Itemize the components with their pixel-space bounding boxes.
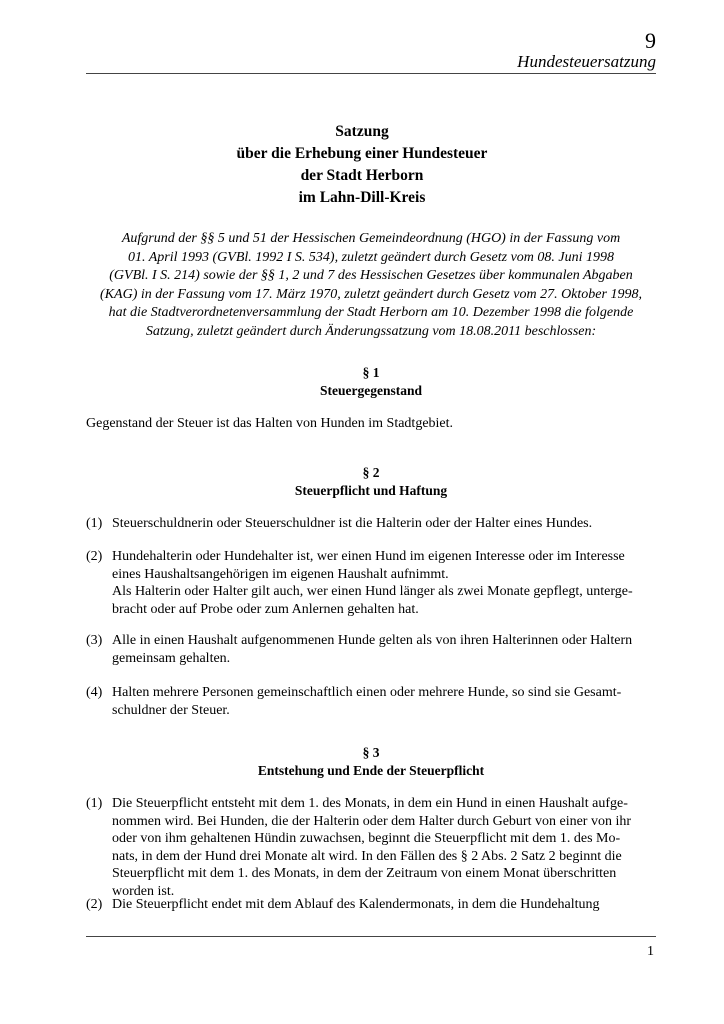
title-line: Satzung bbox=[335, 123, 389, 140]
section-2-heading bbox=[86, 464, 656, 500]
header-rule bbox=[86, 73, 656, 74]
item-line: schuldner der Steuer. bbox=[112, 702, 230, 718]
item-number: (2) bbox=[86, 897, 103, 912]
item-line: nats, in dem der Hund drei Monate alt wird. In den Fällen des § 2 Abs. 2 Satz 2 beginnt die bbox=[112, 848, 622, 864]
section-number: § 1 bbox=[362, 365, 380, 380]
item-line: gemeinsam gehalten. bbox=[112, 650, 231, 666]
section-heading: Entstehung und Ende der Steuerpflicht bbox=[257, 763, 485, 778]
section-heading: Steuergegenstand bbox=[320, 383, 422, 398]
section-3-item-2 bbox=[86, 896, 664, 914]
section-3-heading bbox=[86, 744, 656, 780]
running-title: Hundesteuersatzung bbox=[517, 52, 656, 71]
page-number-top: 9 bbox=[645, 28, 656, 53]
item-line: Halten mehrere Personen gemeinschaftlich einen oder mehrere Hunde, so sind sie Gesamt- bbox=[112, 685, 622, 700]
title-line: der Stadt Herborn bbox=[300, 167, 424, 184]
item-line: Hundehalterin oder Hundehalter ist, wer einen Hund im eigenen Interesse oder im Interesse bbox=[112, 549, 625, 564]
title-line: im Lahn-Dill-Kreis bbox=[298, 189, 426, 206]
item-line: bracht oder auf Probe oder zum Anlernen gehalten hat. bbox=[112, 601, 419, 617]
item-line: Steuerschuldnerin oder Steuerschuldner ist die Halterin oder der Halter eines Hundes. bbox=[112, 516, 593, 531]
section-2-item-4 bbox=[86, 684, 664, 719]
item-number: (3) bbox=[86, 633, 103, 648]
item-number: (2) bbox=[86, 549, 103, 564]
item-line: Die Steuerpflicht entsteht mit dem 1. des Monats, in dem ein Hund in einen Haushalt aufge- bbox=[112, 796, 628, 811]
document-title bbox=[0, 121, 724, 209]
item-number: (1) bbox=[86, 796, 103, 811]
page-number-bottom: 1 bbox=[647, 944, 654, 959]
item-line: Steuerpflicht mit dem 1. des Monats, in dem der Zeitraum von einem Monat überschritten bbox=[112, 866, 617, 882]
section-1-text: Gegenstand der Steuer ist das Halten von Hunden im Stadtgebiet. bbox=[86, 416, 454, 431]
section-2-item-2 bbox=[86, 548, 664, 618]
item-line: eines Haushaltsangehörigen im eigenen Haushalt aufnimmt. bbox=[112, 566, 449, 582]
preamble-line: Aufgrund der §§ 5 und 51 der Hessischen Gemeindeordnung (HGO) in der Fassung vom bbox=[121, 231, 621, 246]
preamble-line: (KAG) in der Fassung vom 17. März 1970, zuletzt geändert durch Gesetz vom 27. Oktober 1998, bbox=[100, 286, 642, 302]
preamble-line: hat die Stadtverordnetenversammlung der Stadt Herborn am 10. Dezember 1998 die folgende bbox=[108, 305, 634, 321]
item-line: Als Halterin oder Halter gilt auch, wer einen Hund länger als zwei Monate gepflegt, unterge- bbox=[112, 584, 633, 600]
preamble-line: 01. April 1993 (GVBl. 1992 I S. 534), zuletzt geändert durch Gesetz vom 08. Juni 1998 bbox=[127, 249, 615, 265]
footer-rule bbox=[86, 936, 656, 937]
preamble-line: (GVBl. I S. 214) sowie der §§ 1, 2 und 7 des Hessischen Gesetzes über kommunalen Abgaben bbox=[109, 268, 633, 284]
section-2-item-3 bbox=[86, 632, 664, 667]
item-line: nommen wird. Bei Hunden, die der Halterin oder dem Halter durch Geburt von einer von ihr bbox=[112, 813, 632, 829]
item-number: (1) bbox=[86, 516, 103, 531]
preamble bbox=[86, 230, 656, 342]
item-line: Alle in einen Haushalt aufgenommenen Hunde gelten als von ihren Halterinnen oder Haltern bbox=[112, 633, 633, 648]
section-1-heading bbox=[86, 364, 656, 400]
section-heading: Steuerpflicht und Haftung bbox=[294, 483, 448, 498]
section-2-item-1 bbox=[86, 515, 664, 533]
section-3-item-1 bbox=[86, 795, 664, 901]
title-line: über die Erhebung einer Hundesteuer bbox=[236, 145, 488, 162]
preamble-line: Satzung, zuletzt geändert durch Änderungssatzung vom 18.08.2011 beschlossen: bbox=[145, 323, 597, 339]
item-number: (4) bbox=[86, 685, 103, 700]
item-line: worden ist. bbox=[112, 883, 175, 899]
section-number: § 2 bbox=[362, 465, 380, 480]
section-number: § 3 bbox=[362, 745, 380, 760]
item-line: Die Steuerpflicht endet mit dem Ablauf des Kalendermonats, in dem die Hundehaltung bbox=[112, 897, 600, 912]
item-line: oder von ihm gehaltenen Hündin zuwachsen, beginnt die Steuerpflicht mit dem 1. des Mo- bbox=[112, 831, 621, 847]
